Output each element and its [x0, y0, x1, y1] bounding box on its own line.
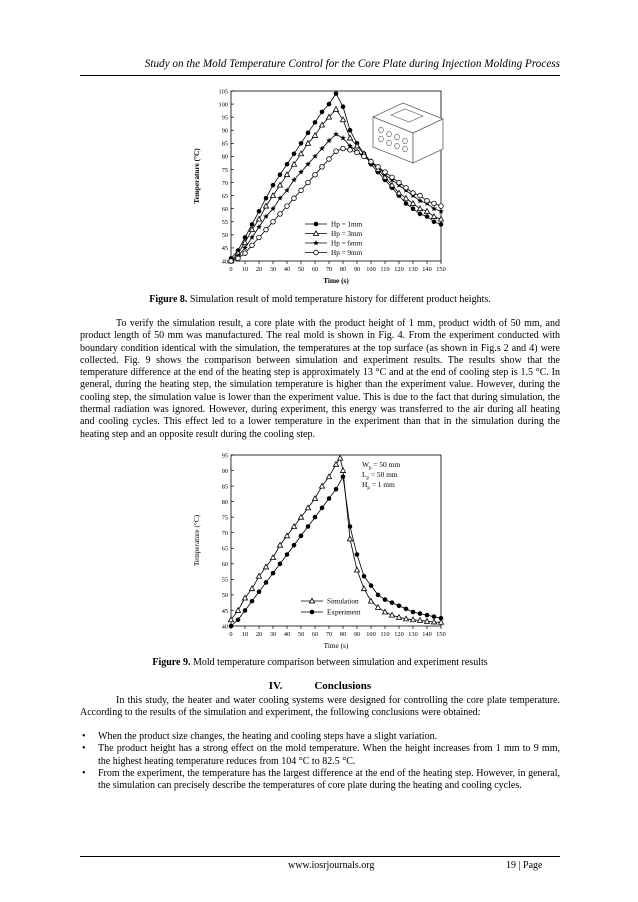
data-point — [320, 165, 325, 170]
data-point — [236, 256, 241, 261]
annotation-subscript: p — [366, 476, 370, 481]
data-point — [249, 586, 254, 591]
x-tick-label: 90 — [353, 266, 361, 273]
annotation-value: = 50 mm — [369, 470, 398, 479]
x-axis-label: Time (s) — [323, 641, 349, 650]
y-tick-label: 100 — [218, 101, 228, 109]
data-point — [284, 172, 289, 177]
data-point — [256, 224, 262, 229]
data-point — [432, 201, 437, 206]
header-rule — [80, 75, 560, 76]
figure-9-chart — [185, 451, 460, 651]
data-point — [418, 212, 423, 217]
y-tick-label: 60 — [221, 205, 228, 213]
x-tick-label: 60 — [311, 266, 319, 273]
y-tick-label: 60 — [221, 561, 228, 569]
data-point — [285, 162, 290, 167]
data-point — [418, 611, 423, 616]
footer-site: www.iosrjournals.org — [288, 860, 375, 871]
data-point — [257, 235, 262, 240]
x-tick-label: 70 — [325, 266, 333, 273]
data-point — [410, 201, 415, 206]
data-point — [313, 172, 318, 177]
x-tick-label: 80 — [339, 266, 347, 273]
annotation-value: = 1 mm — [369, 480, 395, 489]
legend-marker — [314, 250, 319, 255]
data-point — [431, 206, 437, 211]
x-tick-label: 0 — [229, 631, 233, 638]
y-tick-label: 55 — [221, 219, 228, 227]
y-tick-label: 70 — [221, 530, 228, 538]
list-item: • From the experiment, the temperature has the largest difference at the end of the heating step. However, in general, the simulation can precisely describe the temperatures of core plate during the heating and cooling cycles. — [80, 768, 560, 793]
data-point — [284, 187, 290, 192]
x-tick-label: 110 — [380, 631, 390, 638]
data-point — [299, 141, 304, 146]
data-point — [425, 613, 430, 618]
data-point — [333, 107, 338, 112]
data-point — [271, 571, 276, 576]
data-point — [397, 603, 402, 608]
x-tick-label: 110 — [380, 266, 390, 273]
data-point — [348, 524, 353, 529]
x-tick-label: 50 — [297, 266, 305, 273]
legend-marker — [310, 610, 315, 615]
data-point — [369, 159, 374, 164]
y-tick-label: 50 — [221, 232, 228, 240]
data-point — [404, 201, 409, 206]
legend — [305, 221, 363, 258]
x-tick-label: 80 — [339, 631, 347, 638]
x-tick-label: 50 — [297, 631, 305, 638]
data-point — [425, 199, 430, 204]
data-point — [348, 128, 353, 133]
legend-label: Hp = 3mm — [331, 230, 363, 238]
legend-label: Experiment — [327, 608, 361, 617]
parameter-annotation — [362, 460, 400, 491]
data-point — [291, 162, 296, 167]
data-point — [376, 165, 381, 170]
x-tick-label: 40 — [283, 631, 291, 638]
figure-8-caption-label: Figure 8. — [149, 294, 188, 305]
x-tick-label: 40 — [283, 266, 291, 273]
data-point — [354, 567, 359, 572]
x-axis-label: Time (s) — [323, 276, 349, 285]
annotation-symbol: W — [362, 460, 369, 469]
data-point — [404, 607, 409, 612]
x-tick-label: 30 — [269, 631, 277, 638]
annotation-symbol: H — [362, 480, 368, 489]
data-point — [243, 608, 248, 613]
data-point — [397, 180, 402, 185]
x-tick-label: 20 — [255, 266, 263, 273]
y-axis-label: Temperature (°C) — [192, 514, 201, 567]
data-point — [278, 172, 283, 177]
legend-label: Simulation — [327, 597, 359, 606]
y-tick-label: 65 — [221, 545, 228, 553]
x-tick-label: 30 — [269, 266, 277, 273]
data-point — [292, 543, 297, 548]
data-point — [285, 552, 290, 557]
annotation-text — [362, 480, 395, 491]
data-point — [362, 574, 367, 579]
data-point — [320, 110, 325, 115]
data-point — [390, 175, 395, 180]
legend-label: Hp = 1mm — [331, 220, 363, 229]
x-tick-label: 140 — [422, 631, 432, 638]
x-tick-label: 150 — [436, 631, 446, 638]
y-tick-label: 65 — [221, 192, 228, 200]
data-point — [285, 204, 290, 209]
data-point — [411, 206, 416, 211]
body-paragraph-1: To verify the simulation result, a core plate with the product height of 1 mm, product width of 50 mm, and product length of 50 mm was manufactured. The real mold is shown in Fig. 4. From the experiment conducted with boundary condition identical with the simulation, the temperatures at the top surface (as shown in Fig.s 2 and 4) were collected. Fig. 9 shows the comparison between simulation and experiment results. The results show that the temperature difference at the end of the heating step is approximately 13 °C and at the end of cooling step is 1.5 °C. In general, during the heating step, the simulation temperature is higher than the experiment value. However, during the cooling step, the simulation value is lower than the experiment value. This is due to the fact that during simulation, the thermal radiation was ignored. However, during experiment, this energy was transferred to the air during all heating and cooling cycles. This effect led to a lower temperature in the experiment than that in the simulation during the heating step and an opposite result during the cooling step. — [80, 318, 560, 440]
x-tick-label: 150 — [436, 266, 446, 273]
data-point — [271, 219, 276, 224]
data-point — [355, 150, 360, 155]
data-point — [327, 102, 332, 107]
data-point — [432, 219, 437, 224]
legend — [301, 598, 361, 617]
data-point — [264, 580, 269, 585]
data-point — [439, 222, 444, 227]
y-axis-label: Temperature (°C) — [192, 148, 201, 204]
data-point — [432, 614, 437, 619]
data-point — [292, 196, 297, 201]
y-tick-label: 95 — [221, 452, 228, 460]
data-point — [333, 462, 338, 467]
data-point — [250, 599, 255, 604]
y-tick-label: 105 — [218, 88, 228, 96]
y-tick-label: 50 — [221, 592, 228, 600]
data-point — [390, 600, 395, 605]
data-point — [417, 206, 422, 211]
figure-8-caption — [80, 294, 560, 305]
y-tick-label: 45 — [221, 607, 228, 615]
data-point — [312, 496, 317, 501]
data-point — [229, 259, 234, 264]
data-point — [341, 104, 346, 109]
x-tick-label: 10 — [241, 631, 249, 638]
figure-9-caption-label: Figure 9. — [152, 657, 191, 668]
legend-marker — [314, 222, 319, 227]
data-point — [439, 616, 444, 621]
data-point — [299, 188, 304, 193]
data-point — [347, 536, 352, 541]
data-point — [340, 135, 346, 140]
data-point — [327, 157, 332, 162]
x-tick-label: 130 — [408, 266, 418, 273]
data-point — [341, 146, 346, 151]
data-point — [235, 608, 240, 613]
conclusions-list — [80, 731, 560, 792]
figure-9-caption — [80, 657, 560, 668]
data-point — [271, 183, 276, 188]
footer-rule — [80, 856, 560, 857]
data-point — [250, 243, 255, 248]
annotation-subscript: p — [368, 466, 372, 471]
y-tick-label: 45 — [221, 245, 228, 253]
data-point — [292, 151, 297, 156]
body-paragraph-2: In this study, the heater and water cooling systems were designed for controlling the core plate temperature. According to the results of the simulation and experiment, the following conclusions were obtained: — [80, 695, 560, 719]
y-tick-label: 90 — [221, 467, 228, 475]
data-point — [431, 214, 436, 219]
data-point — [347, 135, 352, 140]
x-tick-label: 70 — [325, 631, 333, 638]
annotation-subscript: p — [367, 486, 370, 491]
y-tick-label: 40 — [221, 623, 228, 631]
legend-label: Hp = 6mm — [331, 239, 363, 248]
footer-page: 19 | Page — [506, 860, 543, 871]
data-point — [341, 474, 346, 479]
x-tick-label: 100 — [366, 631, 376, 638]
y-tick-label: 70 — [221, 179, 228, 187]
annotation-value: = 50 mm — [371, 460, 401, 469]
data-point — [257, 209, 262, 214]
data-point — [355, 552, 360, 557]
data-point — [411, 191, 416, 196]
data-point — [376, 593, 381, 598]
section-number: IV. — [268, 680, 283, 692]
y-tick-label: 55 — [221, 576, 228, 584]
data-point — [361, 586, 366, 591]
section-title: Conclusions — [314, 680, 372, 692]
data-point — [313, 515, 318, 520]
data-point — [334, 149, 339, 154]
x-tick-label: 0 — [229, 266, 233, 273]
data-point — [383, 170, 388, 175]
data-point — [417, 198, 423, 203]
data-point — [229, 624, 234, 629]
data-point — [368, 598, 373, 603]
data-point — [256, 216, 261, 221]
data-point — [257, 590, 262, 595]
data-point — [418, 193, 423, 198]
data-point — [348, 148, 353, 153]
x-tick-label: 60 — [311, 631, 319, 638]
data-point — [439, 204, 444, 209]
data-point — [425, 214, 430, 219]
running-title: Study on the Mold Temperature Control for the Core Plate during Injection Molding Process — [144, 58, 560, 70]
data-point — [327, 496, 332, 501]
mold-block-inset — [373, 103, 443, 163]
data-point — [264, 227, 269, 232]
data-point — [299, 534, 304, 539]
data-point — [383, 597, 388, 602]
annotation-symbol: L — [362, 470, 367, 479]
y-tick-label: 90 — [221, 127, 228, 135]
y-tick-label: 85 — [221, 140, 228, 148]
x-tick-label: 90 — [353, 631, 361, 638]
data-point — [249, 234, 255, 239]
data-point — [382, 609, 387, 614]
data-point — [278, 562, 283, 567]
data-point — [236, 617, 241, 622]
data-point — [306, 180, 311, 185]
data-point — [270, 206, 276, 211]
data-point — [306, 524, 311, 529]
figure-8-caption-text: Simulation result of mold temperature history for different product heights. — [187, 294, 491, 305]
list-item: • When the product size changes, the heating and cooling steps have a slight variation. — [80, 731, 560, 743]
data-point — [326, 474, 331, 479]
x-tick-label: 120 — [394, 631, 404, 638]
data-point — [389, 612, 394, 617]
x-tick-label: 100 — [366, 266, 376, 273]
data-point — [313, 120, 318, 125]
data-point — [369, 583, 374, 588]
data-point — [334, 487, 339, 492]
data-point — [334, 91, 339, 96]
data-point — [411, 610, 416, 615]
data-point — [403, 196, 408, 201]
x-tick-label: 130 — [408, 631, 418, 638]
x-tick-label: 20 — [255, 631, 263, 638]
data-point — [340, 468, 345, 473]
data-point — [306, 131, 311, 136]
y-tick-label: 75 — [221, 514, 228, 522]
figure-9-caption-text: Mold temperature comparison between simulation and experiment results — [190, 657, 488, 668]
section-heading — [80, 680, 560, 692]
data-point — [270, 193, 275, 198]
y-tick-label: 80 — [221, 153, 228, 161]
x-tick-label: 140 — [422, 266, 432, 273]
data-point — [362, 154, 367, 159]
legend-label: Hp = 9mm — [331, 249, 363, 257]
data-point — [338, 455, 343, 460]
legend-marker — [313, 240, 319, 245]
list-item: • The product height has a strong effect on the mold temperature. When the height increases from 1 mm to 9 mm, the highest heating temperature reduces from 104 °C to 82.5 °C. — [80, 743, 560, 768]
y-tick-label: 75 — [221, 166, 228, 174]
y-tick-label: 95 — [221, 114, 228, 122]
data-point — [243, 251, 248, 256]
data-point — [270, 555, 275, 560]
y-tick-label: 40 — [221, 258, 228, 266]
x-tick-label: 120 — [394, 266, 404, 273]
figure-8-chart — [185, 85, 460, 290]
data-point — [278, 212, 283, 217]
data-point — [320, 506, 325, 511]
x-tick-label: 10 — [241, 266, 249, 273]
data-point — [250, 222, 255, 227]
y-tick-label: 80 — [221, 498, 228, 506]
y-tick-label: 85 — [221, 483, 228, 491]
data-point — [404, 185, 409, 190]
data-point — [264, 196, 269, 201]
